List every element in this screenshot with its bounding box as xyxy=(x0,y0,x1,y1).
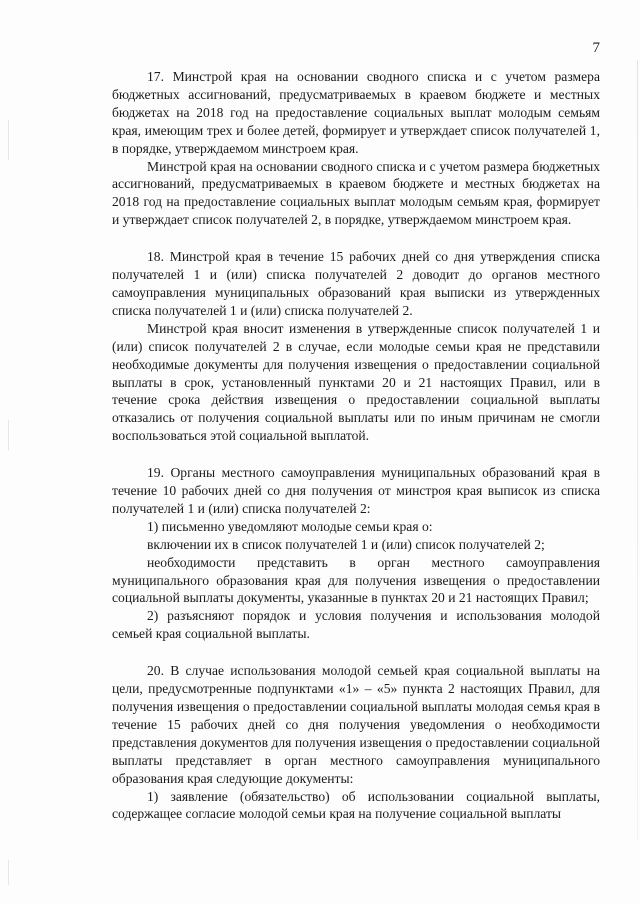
paragraph-18-continued: Минстрой края вносит изменения в утвержденные список получателей 1 и (или) список получателей 2 в случае, если молодые семьи края не представили необходимые документы для получения извещения о предоставлении социальной выплаты в срок, установленный пунктами 20 и 21 настоящих Правил, или в течение срока действия извещения о предоставлении социальной выплаты отказались от получения социальной выплаты или по иным причинам не смогли воспользоваться этой социальной выплатой. xyxy=(112,320,600,444)
paragraph-18: 18. Минстрой края в течение 15 рабочих дней со дня утверждения списка получателей 1 и (или) списка получателей 2 доводит до органов местного самоуправления муниципальных образований края выписки из утвержденных списка получателей 1 и (или) списка получателей 2. xyxy=(112,249,600,318)
paragraph-17-continued: Минстрой края на основании сводного списка и с учетом размера бюджетных ассигнований, предусматриваемых в краевом бюджете и местных бюджетах на 2018 год на предоставление социальных выплат молодым семьям края, формирует и утверждает список получателей 2, в порядке, утверждаемом минстроем края. xyxy=(112,158,600,228)
scan-mark xyxy=(8,860,9,885)
scan-mark xyxy=(8,420,9,450)
paragraph-19: 19. Органы местного самоуправления муниципальных образований края в течение 10 рабочих дней со дня получения от минстроя края выписок из списка получателей 1 и (или) списка получателей 2: xyxy=(112,465,600,516)
paragraph-19-item-2: 2) разъясняют порядок и условия получения и использования молодой семьей края социальной выплаты. xyxy=(112,608,600,642)
page-edge-shadow xyxy=(637,60,638,840)
scan-mark xyxy=(8,120,9,160)
paragraph-17: 17. Минстрой края на основании сводного списка и с учетом размера бюджетных ассигнований, предусматриваемых в краевом бюджете и местных бюджетах на 2018 год на предоставление социальных выплат молодым семьям края, имеющим трех и более детей, формирует и утверждает список получателей 1, в порядке, утверждаемом минстроем края. xyxy=(112,69,600,156)
paragraph-19-item-1b: необходимости представить в орган местного самоуправления муниципального образования края для получения извещения о предоставлении социальной выплаты документы, указанные в пунктах 20 и 21 настоящих Правил; xyxy=(112,554,600,606)
document-body xyxy=(112,68,600,823)
paragraph-19-item-1: 1) письменно уведомляют молодые семьи края о: xyxy=(147,518,433,534)
paragraph-20: 20. В случае использования молодой семьей края социальной выплаты на цели, предусмотренные подпунктами «1» – «5» пункта 2 настоящих Правил, для получения извещения о предоставлении социальной выплаты молодая семья края в течение 15 рабочих дней со дня получения уведомления о необходимости представления документов для получения извещения о предоставлении социальной выплаты представляет в орган местного самоуправления муниципального образования края следующие документы: xyxy=(112,663,600,786)
page-number: 7 xyxy=(592,40,600,56)
paragraph-20-item-1: 1) заявление (обязательство) об использовании социальной выплаты, содержащее согласие молодой семьи края на получение социальной выплаты xyxy=(112,788,600,822)
paragraph-19-item-1a: включении их в список получателей 1 и (или) список получателей 2; xyxy=(147,536,545,552)
